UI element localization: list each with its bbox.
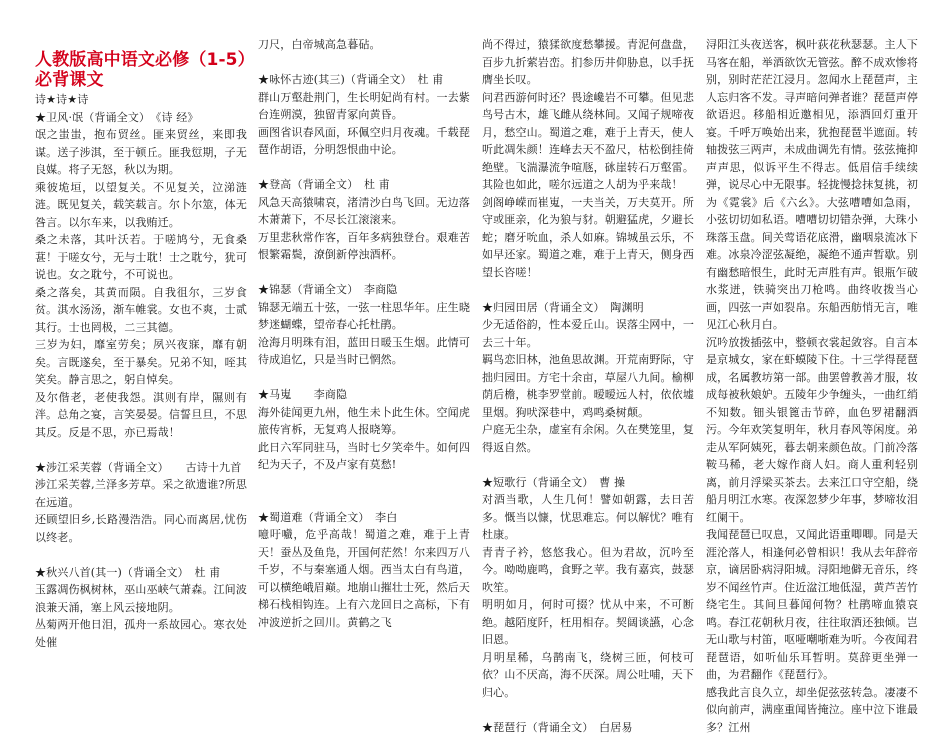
- column-2: [258, 36, 470, 668]
- poem-stanza: 户庭无尘杂，虚室有余闲。久在樊笼里，复得返自然。: [482, 421, 694, 456]
- spacer: [258, 369, 470, 387]
- poem-stanza: 锦瑟无端五十弦，一弦一柱思华年。庄生晓梦迷蝴蝶，望帝春心托杜鹃。: [258, 299, 470, 334]
- poem-continuation: 刀尺，白帝城高急暮砧。: [258, 36, 470, 54]
- poem-stanza: 噫吁嚱，危乎高哉！蜀道之难，难于上青天！蚕丛及鱼凫，开国何茫然！尔来四万八千岁，不与秦塞通人烟。西当太白有鸟道，可以横绝峨眉巅。地崩山摧壮士死，然后天梯石栈相钩连。上有六龙回日之高标，下有冲波逆折之回川。黄鹤之飞: [258, 526, 470, 631]
- section-heading-shudaonan: ★蜀道难（背诵全文） 李白: [258, 509, 470, 527]
- spacer: [482, 456, 694, 474]
- poem-stanza: 氓之蚩蚩，抱布贸丝。匪来贸丝，来即我谋。送子涉淇，至于顿丘。匪我愆期，子无良媒。将子无怒，秋以为期。: [35, 126, 247, 179]
- spacer: [258, 474, 470, 492]
- section-heading-pipaxing: ★琵琶行（背诵全文） 白居易: [482, 719, 694, 736]
- column-4: [706, 36, 918, 668]
- spacer: [258, 264, 470, 282]
- poem-stanza: 感我此言良久立，却坐促弦弦转急。凄凄不似向前声，满座重闻皆掩泣。座中泣下谁最多？江州: [706, 684, 918, 736]
- document-title: 人教版高中语文必修（1-5）必背课文: [35, 50, 247, 90]
- poem-stanza: 涉江采芙蓉,兰泽多芳草。采之欲遗谁?所思在远道。: [35, 476, 247, 511]
- spacer: [35, 441, 247, 459]
- section-heading-denggao: ★登高（背诵全文） 杜 甫: [258, 176, 470, 194]
- spacer: [482, 281, 694, 299]
- poem-stanza: 群山万壑赴荆门，生长明妃尚有村。一去紫台连朔漠，独留青冢向黄昏。: [258, 89, 470, 124]
- poem-stanza: 羁鸟恋旧林，池鱼思故渊。开荒南野际，守拙归园田。方宅十余亩，草屋八九间。榆柳荫后檐，桃李罗堂前。暧暧远人村，依依墟里烟。狗吠深巷中，鸡鸣桑树颠。: [482, 351, 694, 421]
- section-heading-yonghuai: ★咏怀古迹(其三)（背诵全文） 杜 甫: [258, 71, 470, 89]
- poem-stanza: 画图省识春风面，环佩空归月夜魂。千载琵琶作胡语，分明怨恨曲中论。: [258, 124, 470, 159]
- section-divider-label: 诗★诗★诗: [35, 91, 247, 109]
- poem-stanza: 浔阳江头夜送客，枫叶荻花秋瑟瑟。主人下马客在船，举酒欲饮无管弦。醉不成欢惨将别，别时茫茫江浸月。忽闻水上琵琶声，主人忘归客不发。寻声暗问弹者谁？琵琶声停欲语迟。移船相近邀相见，添酒回灯重开宴。千呼万唤始出来，犹抱琵琶半遮面。转轴拨弦三两声，未成曲调先有情。弦弦掩抑声声思，似诉平生不得志。低眉信手续续弹，说尽心中无限事。轻拢慢捻抹复挑，初为《霓裳》后《六幺》。大弦嘈嘈如急雨，小弦切切如私语。嘈嘈切切错杂弹，大珠小珠落玉盘。间关莺语花底滑，幽咽泉流冰下难。冰泉冷涩弦凝绝，凝绝不通声暂歇。别有幽愁暗恨生，此时无声胜有声。银瓶乍破水浆迸，铁骑突出刀枪鸣。曲终收拨当心画，四弦一声如裂帛。东船西舫悄无言，唯见江心秋月白。: [706, 36, 918, 334]
- poem-stanza: 沉吟放拨插弦中，整顿衣裳起敛容。自言本是京城女，家在虾蟆陵下住。十三学得琵琶成，名属教坊第一部。曲罢曾教善才服，妆成每被秋娘妒。五陵年少争缠头，一曲红绡不知数。钿头银篦击节碎，血色罗裙翻酒污。今年欢笑复明年，秋月春风等闲度。弟走从军阿姨死，暮去朝来颜色故。门前冷落鞍马稀，老大嫁作商人妇。商人重利轻别离，前月浮梁买茶去。去来江口守空船，绕船月明江水寒。夜深忽梦少年事，梦啼妆泪红阑干。: [706, 334, 918, 527]
- poem-stanza: 此日六军同驻马，当时七夕笑牵牛。如何四纪为天子，不及卢家有莫愁!: [258, 439, 470, 474]
- section-heading-duangexing: ★短歌行（背诵全文） 曹 操: [482, 474, 694, 492]
- poem-stanza: 三岁为妇，靡室劳矣；夙兴夜寐，靡有朝矣。言既遂矣，至于暴矣。兄弟不知，咥其笑矣。静言思之，躬自悼矣。: [35, 336, 247, 389]
- poem-stanza: 桑之落矣，其黄而陨。自我徂尔，三岁食贫。淇水汤汤，渐车帷裳。女也不爽，士贰其行。士也罔极，二三其德。: [35, 284, 247, 337]
- spacer: [258, 491, 470, 509]
- poem-stanza: 及尔偕老，老使我怨。淇则有岸，隰则有泮。总角之宴，言笑晏晏。信誓旦旦，不思其反。反是不思，亦已焉哉！: [35, 389, 247, 442]
- poem-stanza: 沧海月明珠有泪，蓝田日暖玉生烟。此情可待成追忆，只是当时已惘然。: [258, 334, 470, 369]
- poem-stanza: 问君西游何时还？畏途巉岩不可攀。但见悲鸟号古木，雄飞雌从绕林间。又闻子规啼夜月，愁空山。蜀道之难，难于上青天，使人听此凋朱颜！连峰去天不盈尺，枯松倒挂倚绝壁。飞湍瀑流争喧豗，砯崖转石万壑雷。其险也如此，嗟尔远道之人胡为乎来哉！: [482, 89, 694, 194]
- section-heading-qiuxing: ★秋兴八首(其一)（背诵全文） 杜 甫: [35, 564, 247, 582]
- poem-stanza: 对酒当歌，人生几何！譬如朝露，去日苦多。慨当以慷，忧思难忘。何以解忧？唯有杜康。: [482, 491, 694, 544]
- spacer: [258, 54, 470, 72]
- poem-stanza: 明明如月，何时可掇？忧从中来，不可断绝。越陌度阡，枉用相存。契阔谈讌，心念旧恩。: [482, 596, 694, 649]
- section-heading-mawei: ★马嵬 李商隐: [258, 386, 470, 404]
- spacer: [482, 701, 694, 719]
- poem-stanza: 桑之未落，其叶沃若。于嗟鸠兮，无食桑葚！于嗟女兮，无与士耽！士之耽兮，犹可说也。女之耽兮，不可说也。: [35, 231, 247, 284]
- spacer: [35, 546, 247, 564]
- section-heading-jinse: ★锦瑟（背诵全文） 李商隐: [258, 281, 470, 299]
- poem-stanza: 剑阁峥嵘而崔嵬，一夫当关，万夫莫开。所守或匪亲，化为狼与豺。朝避猛虎，夕避长蛇；磨牙吮血，杀人如麻。锦城虽云乐，不如早还家。蜀道之难，难于上青天，侧身西望长咨嗟！: [482, 194, 694, 282]
- poem-stanza: 海外徒闻更九州，他生未卜此生休。空闻虎旅传宵柝，无复鸡人报晓筹。: [258, 404, 470, 439]
- poem-stanza: 我闻琵琶已叹息，又闻此语重唧唧。同是天涯沦落人，相逢何必曾相识！我从去年辞帝京，谪居卧病浔阳城。浔阳地僻无音乐，终岁不闻丝竹声。住近湓江地低湿，黄芦苦竹绕宅生。其间旦暮闻何物？杜鹃啼血猿哀鸣。春江花朝秋月夜，往往取酒还独倾。岂无山歌与村笛，呕哑嘲哳难为听。今夜闻君琵琶语，如听仙乐耳暂明。莫辞更坐弹一曲，为君翻作《琵琶行》。: [706, 526, 918, 684]
- poem-stanza: 风急天高猿啸哀，渚清沙白鸟飞回。无边落木萧萧下，不尽长江滚滚来。: [258, 194, 470, 229]
- poem-stanza: 丛菊两开他日泪，孤舟一系故园心。寒衣处处催: [35, 616, 247, 651]
- poem-stanza: 还顾望旧乡,长路漫浩浩。同心而离居,忧伤以终老。: [35, 511, 247, 546]
- section-heading-weifeng-meng: ★卫风·氓（背诵全文） 《诗 经》: [35, 109, 247, 127]
- section-heading-guiyuantianju: ★归园田居（背诵全文） 陶渊明: [482, 299, 694, 317]
- poem-stanza: 青青子衿，悠悠我心。但为君故，沉吟至今。呦呦鹿鸣，食野之苹。我有嘉宾，鼓瑟吹笙。: [482, 544, 694, 597]
- column-3: [482, 36, 694, 668]
- poem-stanza: 万里悲秋常作客，百年多病独登台。艰难苦恨繁霜鬓，潦倒新停浊酒杯。: [258, 229, 470, 264]
- spacer: [258, 159, 470, 177]
- poem-stanza: 月明星稀，乌鹊南飞，绕树三匝，何枝可依？山不厌高，海不厌深。周公吐哺，天下归心。: [482, 649, 694, 702]
- poem-continuation: 尚不得过，猿猱欲度愁攀援。青泥何盘盘，百步九折萦岩峦。扪参历井仰胁息，以手抚膺坐长叹。: [482, 36, 694, 89]
- column-1: [35, 50, 247, 668]
- poem-stanza: 玉露凋伤枫树林，巫山巫峡气萧森。江间波浪兼天涌，塞上风云接地阴。: [35, 581, 247, 616]
- section-heading-shejiang: ★涉江采芙蓉（背诵全文） 古诗十九首: [35, 459, 247, 477]
- poem-stanza: 少无适俗韵，性本爱丘山。误落尘网中，一去三十年。: [482, 316, 694, 351]
- poem-stanza: 乘彼垝垣，以望复关。不见复关，泣涕涟涟。既见复关，载笑载言。尔卜尔筮，体无咎言。以尔车来，以我贿迁。: [35, 179, 247, 232]
